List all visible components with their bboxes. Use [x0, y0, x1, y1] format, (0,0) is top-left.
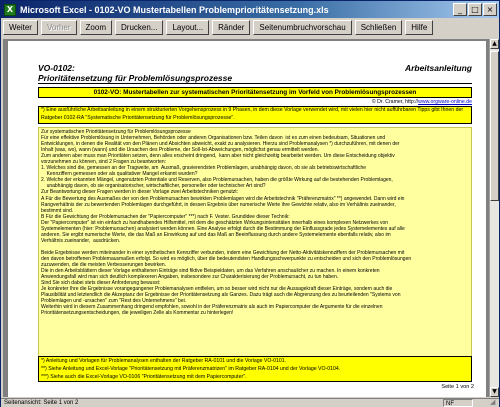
excel-app-icon[interactable]: X — [4, 4, 16, 16]
instructions-text: Zur systematischen Prioritätensetzung für Problemlösungsprozesse Für eine effektive Problemlösung in Unternehmen, Behörden oder anderen Organisationen bzw. Teilen davon ist es zum einen bedeutsam, Situationen und Entwicklungen, in denen die Realität von den Plänen und Absichten abweicht, exakt zu analysieren. Hierzu sind Problemanalysen *) durchzuführen, mit denen der Inhalt (was, wo), wann (wann) und die Ursachen des Probleme, der Soll-Ist-Abweichungen, möglichst genau ermittelt werden. Zum anderen aber muss man Prioritäten setzen, denn alles erscheint dringend, kann aber nicht gleichzeitig bearbeitet werden. Um diese Entscheidung objektiv vorzunehmen zu können, sind 2 Fragen zu beantworten: 1. Welches sind die, gemessen an der Tragweite, am Ausmaß, gravierendsten Problemlagen, unabhängig davon, ob sie als betriebswirtschaftliche Kennziffern gemessen oder als qualitativer Mangel erkannt wurden? 2. Welche der erkannten Mängel, ungenutzten Potentiale und Reserven, also Problemursachen, haben die größte Wirkung auf die bestehenden Problemlagen, unabhängig davon, ob sie organisatorischer, wirtschaftlicher, personeller oder technischer Art sind? Zur Beantwortung dieser Fragen werden in dieser Vorlage zwei Arbeitstechniken genutzt: A Für die Bewertung des Ausmaßes der von den Problemursachen bewirkten Problemlagen wird die Arbeitstechnik "Präferenzmatrix" **) angewendet. Dann wird ein Rangverhältnis der zu bewertenden Problemlagen durchgeführt, in dessen Ergebnis über numerische Werte ihre Gewichte relativ, also im Verhältnis zueinander, bestimmt sind. B Für die Gewichtung der Problemursachen der "Papiercomputer" ***) nach F. Vester. Grundidee dieser Technik: Der "Papiercomputer" ist ein einfach zu handhabendes Hilfsmittel, mit dem die geschätzten Wirkungsintensitäten innerhalb eines komplexen Netzwerkes von Systemelementen (hier: Problemursachen) analysiert werden können. Eine Analyse erfolgt durch die Bestimmung der Einflussgrade jedes Systemelementes auf alle anderen. Sie ergibt numerische Werte, die das Maß an Einwirkung auf und das Maß an Beeinflussung durch andere Systemelemente ebenfalls relativ, also im Verhältnis zueinander, ausdrücken. Beide Ergebnisse werden miteinander in einer synthetischen Kennziffer verbunden, indem eine Gewichtung der Netto-Aktivitätskennziffern der Problemursachen mit den davon betroffenen Problemausmaßen erfolgt. So wird es möglich, über die bedeutendsten Handlungsschwerpunkte zu entscheiden und sich den Problemlösungen zuzuwenden, die die meisten Verbesserungen bewirken. Die in den Arbeitsblättern dieser Vorlage enthaltenen Einträge sind fiktive Beispieldaten, um das Verfahren anschaulicher zu machen. In einem konkreten Anwendungsfall wird man sich deutlich komplexeren Angaben, insbesondere zur Charakterisierung der Problemursacht, zu tun haben. Sind Sie sich dabei stets dieser Anforderung bewusst: Je konkreter Ihre die Ergebnisse vorangegangener Problemanalysen entfielen, um so besser wird nicht nur die Aussagekraft dieser Einträge, sondern auch die Plausibilität und letztendlich die Akzeptanz der Ergebnisse der Prioritätensetzung als Ganzes. Dazu trägt auch die Abgrenzung des zu beurteilenden "Systems von Problemlagen und -ursachen" zum "Rest des Unternehmens" bei. Weiterhin wird in diesem Zusammenhang dringend empfohlen, sowohl in der Präferenzmatrix als auch im Papiercomputer die Argumente für die einzelnen Prioritätensetzungsentscheidungen, die jeweiligen Zelle als Kommentar zu hinterlegen! — [38, 127, 472, 379]
window-title: Microsoft Excel - 0102-VO Mustertabellen Problemprioritätensetzung.xls — [20, 4, 329, 15]
print-preview-toolbar — [3, 20, 433, 36]
page-number: Seite 1 von 2 — [441, 384, 474, 390]
minimize-icon[interactable]: _ — [453, 3, 467, 16]
intro-note-box: *) Eine ausführliche Arbeitsanleitung in einem strukturierten Vorgehensprozess in 9 Phasen, in dem diese Vorlage verwendet wird, mit vielen hier nicht aufführbaren Tipps gibt Ihnen der Ratgeber 0102-RA "Systematische Prioritätensetzung für Problemlösungsprozesse". — [38, 106, 472, 124]
scroll-thumb[interactable] — [490, 51, 499, 201]
resize-grip-icon[interactable]: ◢ — [490, 399, 496, 406]
status-bar — [1, 398, 499, 407]
next-page-button[interactable]: Weiter — [3, 20, 38, 35]
scroll-down-icon[interactable]: ▼ — [490, 387, 499, 397]
margins-button[interactable]: Ränder — [212, 20, 250, 35]
title-bar[interactable] — [1, 1, 499, 18]
print-button[interactable]: Drucken... — [115, 20, 163, 35]
window-controls — [453, 3, 497, 16]
footnotes-box: *) Anleitung und Vorlagen für Problemanalysen enthalten der Ratgeber RA-0101 und die Vorlage VO-0101. **) Siehe Anleitung und Excel-Vorlage "Prioritätensetzung mit Präferenzmatrizen" im Ratgeber RA-0104 und der Vorlage VO-0104. ***) Siehe auch die Excel-Vorlage VO-0106 "Prioritätensetzung mit dem Papiercomputer". — [38, 356, 472, 382]
zoom-button[interactable]: Zoom — [80, 20, 112, 35]
copyright-line — [308, 99, 472, 105]
copyright-text: © Dr. Cramer, http:// — [371, 99, 419, 105]
page-setup-button[interactable]: Layout... — [166, 20, 209, 35]
previous-page-button[interactable]: Vorher — [41, 20, 77, 35]
preview-area — [3, 39, 489, 397]
header-divider — [38, 83, 472, 84]
close-icon[interactable]: × — [483, 3, 497, 16]
help-button[interactable]: Hilfe — [405, 20, 433, 35]
document-title-box: 0102-VO: Mustertabellen zur systematischen Prioritätensetzung im Vorfeld von Problemlösungsprozessen — [38, 87, 472, 98]
maximize-icon[interactable]: □ — [468, 3, 482, 16]
page-header-right: Arbeitsanleitung — [404, 63, 472, 73]
close-preview-button[interactable]: Schließen — [355, 20, 403, 35]
header-code: VO-0102: — [38, 63, 75, 73]
header-subject: Prioritätensetzung für Problemlösungsprozesse — [38, 73, 233, 83]
vertical-scrollbar[interactable] — [489, 39, 499, 397]
page-break-preview-button[interactable]: Seitenumbruchvorschau — [253, 20, 351, 35]
status-text: Seitenansicht: Seite 1 von 2 — [4, 400, 79, 406]
scroll-up-icon[interactable]: ▲ — [490, 39, 499, 49]
page-header-left — [38, 63, 232, 83]
status-indicator: NF — [443, 399, 473, 407]
preview-page[interactable] — [8, 41, 486, 397]
website-link[interactable]: www.orgware-online.de — [418, 99, 472, 105]
